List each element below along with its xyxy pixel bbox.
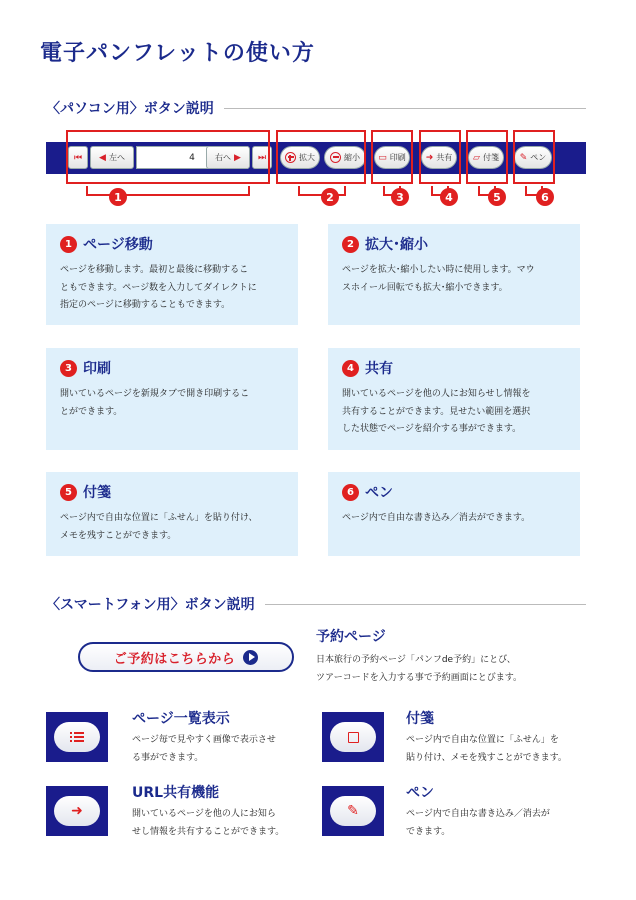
page-number-input[interactable]: 4 — [136, 146, 248, 169]
box-body — [342, 262, 566, 297]
box-line: ページ内で自由な位置に「ふせん」を貼り付け、 — [60, 513, 258, 523]
feature-title-url-share: URL共有機能 — [132, 785, 220, 801]
info-box-page-nav — [46, 224, 298, 325]
box-line: した状態でページを紹介する事ができます。 — [342, 424, 522, 435]
play-arrow-icon — [243, 650, 258, 665]
tile-pill — [54, 722, 100, 752]
feature-title-pen: ペン — [406, 785, 434, 801]
feature-body-sticky — [406, 732, 567, 767]
marker-6: 6 — [536, 188, 554, 206]
feature-line: る事ができます。 — [132, 752, 204, 763]
reserve-button-label: ご予約はこちらから — [113, 651, 236, 667]
zoom-out-label: 縮小 — [344, 153, 360, 162]
zoom-in-label: 拡大 — [299, 153, 315, 162]
highlight-page-nav — [66, 130, 270, 184]
feature-body-url-share — [132, 806, 284, 841]
marker-4: 4 — [440, 188, 458, 206]
highlight-print — [371, 130, 413, 184]
box-number: 5 — [60, 484, 77, 501]
triangle-left-icon: ◀ — [99, 152, 106, 163]
reserve-button[interactable] — [78, 642, 294, 672]
reserve-line: 日本旅行の予約ページ「パンフde予約」にとび、 — [316, 655, 516, 665]
box-line: ページを拡大･縮小したい時に使用します。マウ — [342, 265, 535, 275]
box-title: 付箋 — [83, 485, 111, 501]
sp-section-heading-text: 〈スマートフォン用〉ボタン説明 — [46, 597, 255, 613]
info-box-sticky — [46, 472, 298, 556]
feature-line: ページ内で自由な書き込み／消去が — [406, 809, 550, 819]
share-arrow-icon: ➜ — [71, 803, 83, 819]
sp-section-heading — [46, 594, 586, 614]
highlight-sticky — [466, 130, 508, 184]
box-number: 6 — [342, 484, 359, 501]
feature-line: ページ内で自由な位置に「ふせん」を — [406, 735, 559, 745]
sticky-note-label: 付箋 — [482, 153, 499, 162]
pen-tile[interactable] — [322, 786, 384, 836]
pc-section-heading-text: 〈パソコン用〉ボタン説明 — [46, 101, 214, 117]
tile-pill — [330, 722, 376, 752]
share-arrow-icon: ➜ — [425, 152, 434, 163]
feature-title-sticky: 付箋 — [406, 711, 434, 727]
tile-pill — [330, 796, 376, 826]
box-number: 1 — [60, 236, 77, 253]
box-line: スホイール回転でも拡大･縮小できます。 — [342, 282, 508, 293]
box-line: ページ内で自由な書き込み／消去ができます。 — [342, 513, 531, 523]
marker-1: 1 — [109, 188, 127, 206]
sticky-note-tile[interactable] — [322, 712, 384, 762]
heading-divider — [265, 604, 586, 605]
triangle-right-icon: ▶ — [234, 152, 241, 163]
page-list-tile[interactable] — [46, 712, 108, 762]
first-page-icon: ⏮ — [73, 152, 83, 163]
box-body — [60, 386, 284, 421]
box-line: ページを移動します。最初と最後に移動するこ — [60, 265, 249, 275]
heading-divider — [224, 108, 586, 109]
box-body — [342, 386, 566, 439]
box-number: 3 — [60, 360, 77, 377]
marker-5: 5 — [488, 188, 506, 206]
highlight-pen — [513, 130, 555, 184]
tile-pill — [54, 796, 100, 826]
box-number: 4 — [342, 360, 359, 377]
box-number: 2 — [342, 236, 359, 253]
box-line: メモを残すことができます。 — [60, 530, 177, 541]
reserve-line: ツアーコードを入力する事で予約画面にとびます。 — [316, 672, 523, 683]
url-share-tile[interactable] — [46, 786, 108, 836]
marker-2: 2 — [321, 188, 339, 206]
feature-title-page-list: ページ一覧表示 — [132, 711, 230, 727]
box-body — [60, 510, 284, 545]
info-box-share — [328, 348, 580, 450]
feature-body-page-list — [132, 732, 276, 767]
next-page-label: 右へ — [215, 153, 232, 162]
share-label: 共有 — [436, 153, 453, 162]
box-line: 開いているページを新規タブで開き印刷するこ — [60, 389, 250, 399]
info-box-print — [46, 348, 298, 450]
feature-body-pen — [406, 806, 550, 841]
sticky-note-icon — [348, 732, 359, 743]
feature-line: 開いているページを他の人にお知ら — [132, 809, 276, 819]
reserve-body — [316, 652, 522, 687]
last-page-icon: ⏭ — [257, 152, 267, 163]
highlight-zoom — [276, 130, 366, 184]
prev-page-label: 左へ — [108, 153, 125, 162]
box-line: 指定のページに移動することもできます。 — [60, 300, 231, 311]
page-title: 電子パンフレットの使い方 — [40, 41, 315, 66]
pc-section-heading — [46, 98, 586, 118]
box-title: 印刷 — [83, 361, 111, 377]
box-title: 拡大･縮小 — [365, 237, 428, 253]
feature-line: できます。 — [406, 826, 451, 837]
print-label: 印刷 — [389, 153, 406, 162]
box-title: 共有 — [365, 361, 393, 377]
marker-3: 3 — [391, 188, 409, 206]
pen-label: ペン — [530, 153, 547, 162]
feature-line: ページ毎で見やすく画像で表示させ — [132, 735, 276, 745]
box-body — [60, 262, 284, 315]
box-line: 開いているページを他の人にお知らせし情報を — [342, 389, 531, 399]
highlight-share — [419, 130, 461, 184]
info-box-zoom — [328, 224, 580, 325]
sticky-note-icon: ▱ — [473, 152, 480, 163]
reserve-title: 予約ページ — [316, 629, 386, 645]
box-line: とができます。 — [60, 406, 123, 417]
list-icon — [70, 732, 84, 742]
printer-icon: ▭ — [378, 152, 387, 163]
box-title: ページ移動 — [83, 237, 153, 253]
box-line: ともできます。ページ数を入力してダイレクトに — [60, 282, 257, 293]
info-box-pen — [328, 472, 580, 556]
feature-line: せし情報を共有することができます。 — [132, 826, 285, 837]
feature-line: 貼り付け、メモを残すことができます。 — [406, 752, 567, 763]
pen-icon: ✎ — [347, 803, 359, 819]
box-line: 共有することができます。見せたい範囲を選択 — [342, 406, 531, 417]
pen-icon: ✎ — [519, 152, 528, 163]
box-title: ペン — [365, 485, 393, 501]
box-body — [342, 510, 566, 528]
